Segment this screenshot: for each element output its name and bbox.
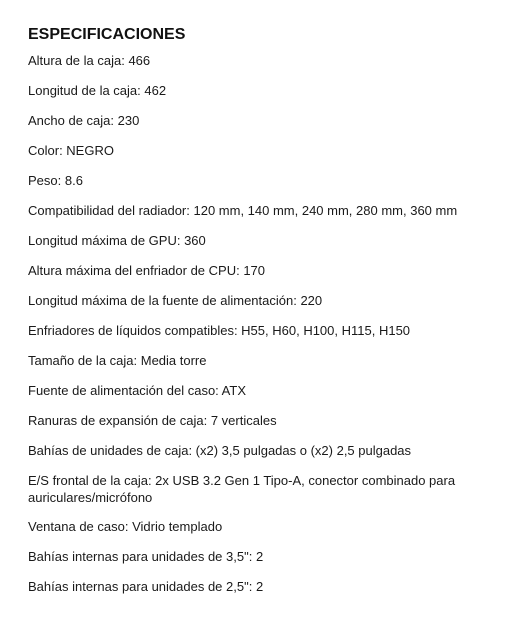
spec-drive-bays: Bahías de unidades de caja: (x2) 3,5 pulgadas o (x2) 2,5 pulgadas — [28, 443, 412, 458]
spec-front-io: E/S frontal de la caja: 2x USB 3.2 Gen 1 Tipo-A, conector combinado para auriculares/micrófono — [28, 473, 456, 505]
specifications-title: ESPECIFICACIONES — [28, 26, 186, 43]
spec-radiator-compatibility: Compatibilidad del radiador: 120 mm, 140 mm, 240 mm, 280 mm, 360 mm — [28, 203, 458, 218]
spec-max-gpu-length: Longitud máxima de GPU: 360 — [28, 233, 206, 248]
spec-power-supply: Fuente de alimentación del caso: ATX — [28, 383, 246, 398]
spec-internal-35-bays: Bahías internas para unidades de 3,5": 2 — [28, 549, 264, 564]
spec-case-width: Ancho de caja: 230 — [28, 113, 140, 128]
spec-color: Color: NEGRO — [28, 143, 114, 158]
spec-case-size: Tamaño de la caja: Media torre — [28, 353, 207, 368]
spec-max-cpu-cooler-height: Altura máxima del enfriador de CPU: 170 — [28, 263, 266, 278]
spec-liquid-coolers: Enfriadores de líquidos compatibles: H55, H60, H100, H115, H150 — [28, 323, 411, 338]
spec-case-height: Altura de la caja: 466 — [28, 53, 151, 68]
spec-max-psu-length: Longitud máxima de la fuente de alimentación: 220 — [28, 293, 323, 308]
spec-expansion-slots: Ranuras de expansión de caja: 7 verticales — [28, 413, 277, 428]
specifications-panel — [28, 24, 508, 608]
specifications-list — [28, 52, 508, 595]
spec-case-window: Ventana de caso: Vidrio templado — [28, 519, 223, 534]
spec-weight: Peso: 8.6 — [28, 173, 83, 188]
spec-case-length: Longitud de la caja: 462 — [28, 83, 167, 98]
spec-internal-25-bays: Bahías internas para unidades de 2,5": 2 — [28, 579, 264, 594]
